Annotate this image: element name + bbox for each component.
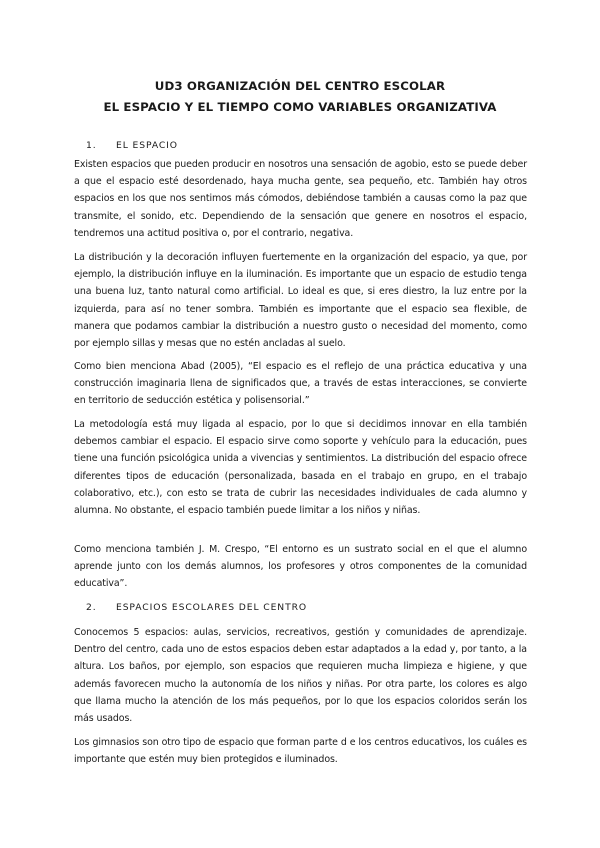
section-title: EL ESPACIO: [116, 140, 178, 151]
paragraph: Conocemos 5 espacios: aulas, servicios, recreativos, gestión y comunidades de aprendizaje. Dentro del centro, cada uno de estos espacios deben estar adaptados a la edad y, por tanto, a la altura. Los baños, por ejemplo, son espacios que requieren mucha limpieza e higiene, y que además favorecen mucho la autonomía de los niños y niñas. Por otra parte, los colores es algo que llama mucho la atención de los más pequeños, por lo que los espacios coloridos serán los más usados.: [74, 627, 527, 725]
title-block: [0, 76, 600, 118]
section-title: ESPACIOS ESCOLARES DEL CENTRO: [116, 602, 307, 613]
section-number: 2.: [86, 602, 97, 613]
paragraph: La distribución y la decoración influyen fuertemente en la organización del espacio, ya que, por ejemplo, la distribución influye en la iluminación. Es importante que un espacio de estudio tenga una buena luz, tanto natural como artificial. Lo ideal es que, si eres diestro, la luz entre por la izquierda, para así no tener sombra. También es importante que el espacio sea flexible, de manera que podamos cambiar la distribución a nuestro gusto o necesidad del momento, como por ejemplo sillas y mesas que no estén ancladas al suelo.: [74, 252, 527, 350]
paragraph: Como menciona también J. M. Crespo, “El entorno es un sustrato social en el que el alumno aprende junto con los demás alumnos, los profesores y otros componentes de la comunidad educativa”.: [74, 544, 527, 590]
paragraph: Los gimnasios son otro tipo de espacio que forman parte d e los centros educativos, los cuáles es importante que estén muy bien protegidos e iluminados.: [74, 737, 527, 766]
document-subtitle: EL ESPACIO Y EL TIEMPO COMO VARIABLES ORGANIZATIVA: [103, 100, 497, 114]
paragraph: Existen espacios que pueden producir en nosotros una sensación de agobio, esto se puede deber a que el espacio esté desordenado, haya mucha gente, sea pequeño, etc. También hay otros espacios en los que nos sentimos más cómodos, debiéndose también a causas como la paz que transmite, el sonido, etc. Dependiendo de la sensación que genere en nosotros el espacio, tendremos una actitud positiva o, por el contrario, negativa.: [74, 159, 527, 239]
section-heading: [86, 602, 307, 614]
section-heading: [86, 140, 178, 152]
document-title: UD3 ORGANIZACIÓN DEL CENTRO ESCOLAR: [154, 79, 446, 93]
section-number: 1.: [86, 140, 97, 151]
paragraph: La metodología está muy ligada al espacio, por lo que si decidimos innovar en ella también debemos cambiar el espacio. El espacio sirve como soporte y vehículo para la educación, pues tiene una función psicológica unida a vivencias y sentimientos. La distribución del espacio ofrece diferentes tipos de educación (personalizada, basada en el trabajo en grupo, en el trabajo colaborativo, etc.), con esto se trata de cubrir las necesidades individuales de cada alumno y alumna. No obstante, el espacio también puede limitar a los niños y niñas.: [74, 419, 527, 517]
paragraph: Como bien menciona Abad (2005), “El espacio es el reflejo de una práctica educativa y una construcción imaginaria llena de significados que, a través de estas interacciones, se convierte en territorio de seducción estética y polisensorial.”: [74, 361, 527, 407]
